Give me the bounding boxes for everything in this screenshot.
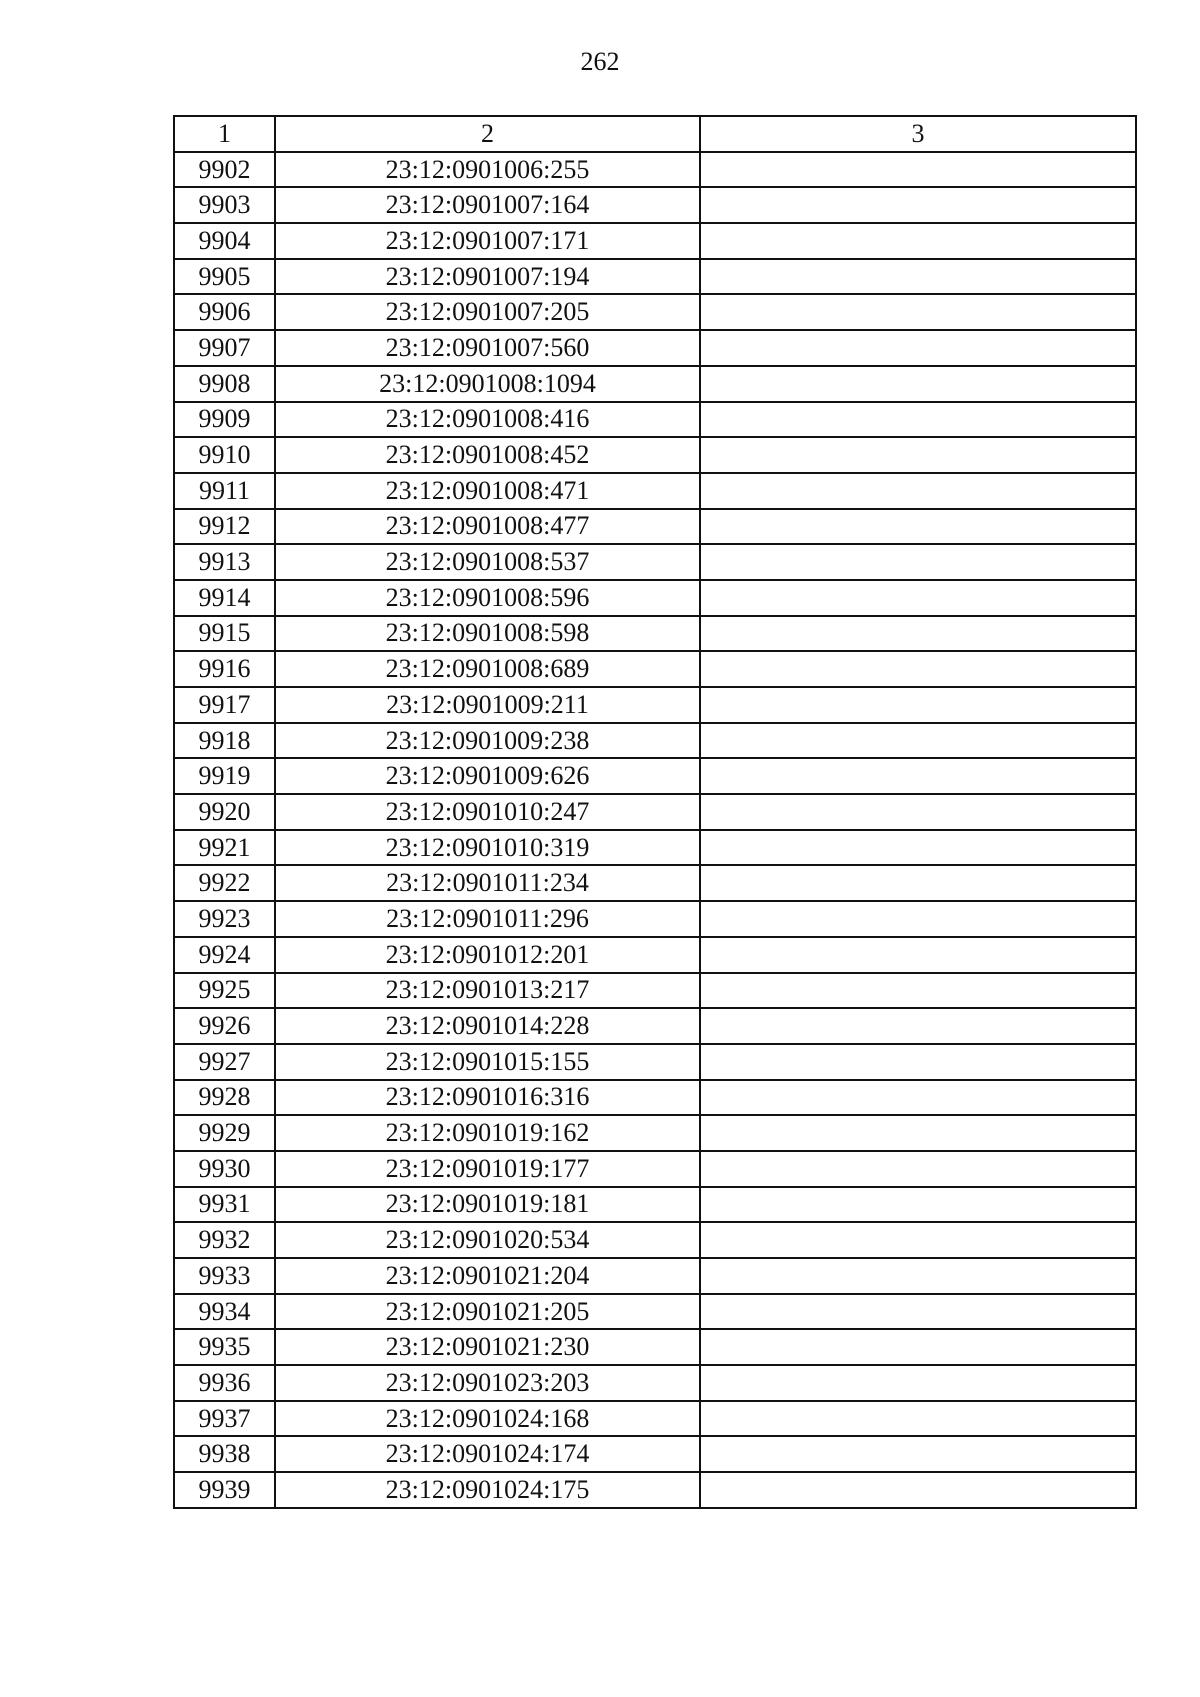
row-number-cell: 9918 bbox=[174, 723, 275, 759]
row-number-cell: 9906 bbox=[174, 294, 275, 330]
cadastral-number-cell: 23:12:0901009:238 bbox=[275, 723, 700, 759]
table-row bbox=[174, 758, 1136, 794]
notes-cell bbox=[700, 687, 1136, 723]
notes-cell bbox=[700, 473, 1136, 509]
row-number-cell: 9902 bbox=[174, 152, 275, 188]
row-number-cell: 9905 bbox=[174, 259, 275, 295]
table-row bbox=[174, 366, 1136, 402]
table-row bbox=[174, 152, 1136, 188]
table-row bbox=[174, 223, 1136, 259]
notes-cell bbox=[700, 580, 1136, 616]
row-number-cell: 9919 bbox=[174, 758, 275, 794]
table-row bbox=[174, 723, 1136, 759]
cadastral-number-cell: 23:12:0901007:205 bbox=[275, 294, 700, 330]
row-number-cell: 9914 bbox=[174, 580, 275, 616]
notes-cell bbox=[700, 366, 1136, 402]
row-number-cell: 9925 bbox=[174, 973, 275, 1009]
table-row bbox=[174, 937, 1136, 973]
row-number-cell: 9921 bbox=[174, 830, 275, 866]
notes-cell bbox=[700, 1222, 1136, 1258]
notes-cell bbox=[700, 1294, 1136, 1330]
table-row bbox=[174, 1258, 1136, 1294]
table-row bbox=[174, 973, 1136, 1009]
row-number-cell: 9937 bbox=[174, 1401, 275, 1437]
cadastral-number-cell: 23:12:0901008:1094 bbox=[275, 366, 700, 402]
row-number-cell: 9923 bbox=[174, 901, 275, 937]
notes-cell bbox=[700, 1436, 1136, 1472]
cadastral-number-cell: 23:12:0901024:174 bbox=[275, 1436, 700, 1472]
notes-cell bbox=[700, 187, 1136, 223]
table-row bbox=[174, 1365, 1136, 1401]
registry-table bbox=[173, 115, 1137, 1509]
row-number-cell: 9910 bbox=[174, 437, 275, 473]
table-row bbox=[174, 687, 1136, 723]
row-number-cell: 9908 bbox=[174, 366, 275, 402]
notes-cell bbox=[700, 794, 1136, 830]
table-row bbox=[174, 1329, 1136, 1365]
notes-cell bbox=[700, 865, 1136, 901]
notes-cell bbox=[700, 1472, 1136, 1508]
cadastral-number-cell: 23:12:0901010:319 bbox=[275, 830, 700, 866]
table-row bbox=[174, 544, 1136, 580]
table-row bbox=[174, 616, 1136, 652]
notes-cell bbox=[700, 616, 1136, 652]
cadastral-number-cell: 23:12:0901016:316 bbox=[275, 1080, 700, 1116]
row-number-cell: 9911 bbox=[174, 473, 275, 509]
header-col-3: 3 bbox=[700, 116, 1136, 152]
notes-cell bbox=[700, 223, 1136, 259]
cadastral-number-cell: 23:12:0901024:168 bbox=[275, 1401, 700, 1437]
cadastral-number-cell: 23:12:0901019:177 bbox=[275, 1151, 700, 1187]
table-row bbox=[174, 1436, 1136, 1472]
notes-cell bbox=[700, 402, 1136, 438]
table-row bbox=[174, 294, 1136, 330]
row-number-cell: 9904 bbox=[174, 223, 275, 259]
row-number-cell: 9935 bbox=[174, 1329, 275, 1365]
row-number-cell: 9917 bbox=[174, 687, 275, 723]
cadastral-number-cell: 23:12:0901010:247 bbox=[275, 794, 700, 830]
row-number-cell: 9936 bbox=[174, 1365, 275, 1401]
table-body bbox=[174, 152, 1136, 1508]
notes-cell bbox=[700, 758, 1136, 794]
table-header bbox=[174, 116, 1136, 152]
cadastral-number-cell: 23:12:0901012:201 bbox=[275, 937, 700, 973]
row-number-cell: 9907 bbox=[174, 330, 275, 366]
row-number-cell: 9916 bbox=[174, 651, 275, 687]
row-number-cell: 9934 bbox=[174, 1294, 275, 1330]
table-row bbox=[174, 865, 1136, 901]
row-number-cell: 9929 bbox=[174, 1115, 275, 1151]
notes-cell bbox=[700, 1151, 1136, 1187]
row-number-cell: 9913 bbox=[174, 544, 275, 580]
cadastral-number-cell: 23:12:0901008:598 bbox=[275, 616, 700, 652]
table-row bbox=[174, 1187, 1136, 1223]
cadastral-number-cell: 23:12:0901008:416 bbox=[275, 402, 700, 438]
table-row bbox=[174, 509, 1136, 545]
header-row bbox=[174, 116, 1136, 152]
notes-cell bbox=[700, 973, 1136, 1009]
cadastral-number-cell: 23:12:0901020:534 bbox=[275, 1222, 700, 1258]
table-row bbox=[174, 330, 1136, 366]
cadastral-number-cell: 23:12:0901011:234 bbox=[275, 865, 700, 901]
cadastral-number-cell: 23:12:0901007:164 bbox=[275, 187, 700, 223]
row-number-cell: 9903 bbox=[174, 187, 275, 223]
table-row bbox=[174, 437, 1136, 473]
cadastral-number-cell: 23:12:0901008:471 bbox=[275, 473, 700, 509]
notes-cell bbox=[700, 1401, 1136, 1437]
table-row bbox=[174, 830, 1136, 866]
row-number-cell: 9932 bbox=[174, 1222, 275, 1258]
row-number-cell: 9928 bbox=[174, 1080, 275, 1116]
page-number: 262 bbox=[580, 47, 620, 76]
notes-cell bbox=[700, 723, 1136, 759]
row-number-cell: 9915 bbox=[174, 616, 275, 652]
table-row bbox=[174, 402, 1136, 438]
notes-cell bbox=[700, 937, 1136, 973]
notes-cell bbox=[700, 1258, 1136, 1294]
row-number-cell: 9922 bbox=[174, 865, 275, 901]
cadastral-number-cell: 23:12:0901021:230 bbox=[275, 1329, 700, 1365]
row-number-cell: 9920 bbox=[174, 794, 275, 830]
row-number-cell: 9927 bbox=[174, 1044, 275, 1080]
notes-cell bbox=[700, 437, 1136, 473]
notes-cell bbox=[700, 1115, 1136, 1151]
notes-cell bbox=[700, 330, 1136, 366]
cadastral-number-cell: 23:12:0901023:203 bbox=[275, 1365, 700, 1401]
table-row bbox=[174, 1401, 1136, 1437]
notes-cell bbox=[700, 830, 1136, 866]
notes-cell bbox=[700, 651, 1136, 687]
table-row bbox=[174, 1115, 1136, 1151]
table-row bbox=[174, 1080, 1136, 1116]
row-number-cell: 9931 bbox=[174, 1187, 275, 1223]
notes-cell bbox=[700, 1008, 1136, 1044]
notes-cell bbox=[700, 1329, 1136, 1365]
cadastral-number-cell: 23:12:0901021:204 bbox=[275, 1258, 700, 1294]
table-row bbox=[174, 1472, 1136, 1508]
row-number-cell: 9938 bbox=[174, 1436, 275, 1472]
header-col-1: 1 bbox=[174, 116, 275, 152]
table-row bbox=[174, 1294, 1136, 1330]
notes-cell bbox=[700, 1187, 1136, 1223]
cadastral-number-cell: 23:12:0901008:689 bbox=[275, 651, 700, 687]
header-col-2: 2 bbox=[275, 116, 700, 152]
row-number-cell: 9924 bbox=[174, 937, 275, 973]
cadastral-number-cell: 23:12:0901021:205 bbox=[275, 1294, 700, 1330]
table-row bbox=[174, 651, 1136, 687]
cadastral-number-cell: 23:12:0901024:175 bbox=[275, 1472, 700, 1508]
notes-cell bbox=[700, 152, 1136, 188]
row-number-cell: 9930 bbox=[174, 1151, 275, 1187]
notes-cell bbox=[700, 901, 1136, 937]
table-row bbox=[174, 187, 1136, 223]
row-number-cell: 9933 bbox=[174, 1258, 275, 1294]
notes-cell bbox=[700, 1044, 1136, 1080]
cadastral-number-cell: 23:12:0901009:211 bbox=[275, 687, 700, 723]
table-row bbox=[174, 259, 1136, 295]
cadastral-number-cell: 23:12:0901011:296 bbox=[275, 901, 700, 937]
cadastral-number-cell: 23:12:0901008:596 bbox=[275, 580, 700, 616]
notes-cell bbox=[700, 1365, 1136, 1401]
table-row bbox=[174, 901, 1136, 937]
cadastral-number-cell: 23:12:0901015:155 bbox=[275, 1044, 700, 1080]
table-row bbox=[174, 1044, 1136, 1080]
cadastral-number-cell: 23:12:0901007:194 bbox=[275, 259, 700, 295]
notes-cell bbox=[700, 509, 1136, 545]
table-row bbox=[174, 1151, 1136, 1187]
table-row bbox=[174, 473, 1136, 509]
cadastral-number-cell: 23:12:0901013:217 bbox=[275, 973, 700, 1009]
row-number-cell: 9909 bbox=[174, 402, 275, 438]
notes-cell bbox=[700, 1080, 1136, 1116]
table-row bbox=[174, 794, 1136, 830]
cadastral-number-cell: 23:12:0901006:255 bbox=[275, 152, 700, 188]
row-number-cell: 9939 bbox=[174, 1472, 275, 1508]
cadastral-number-cell: 23:12:0901019:181 bbox=[275, 1187, 700, 1223]
cadastral-number-cell: 23:12:0901007:171 bbox=[275, 223, 700, 259]
row-number-cell: 9926 bbox=[174, 1008, 275, 1044]
row-number-cell: 9912 bbox=[174, 509, 275, 545]
cadastral-number-cell: 23:12:0901019:162 bbox=[275, 1115, 700, 1151]
cadastral-number-cell: 23:12:0901014:228 bbox=[275, 1008, 700, 1044]
cadastral-number-cell: 23:12:0901007:560 bbox=[275, 330, 700, 366]
notes-cell bbox=[700, 259, 1136, 295]
table-row bbox=[174, 580, 1136, 616]
cadastral-number-cell: 23:12:0901008:477 bbox=[275, 509, 700, 545]
notes-cell bbox=[700, 294, 1136, 330]
table-row bbox=[174, 1222, 1136, 1258]
cadastral-number-cell: 23:12:0901009:626 bbox=[275, 758, 700, 794]
cadastral-number-cell: 23:12:0901008:537 bbox=[275, 544, 700, 580]
notes-cell bbox=[700, 544, 1136, 580]
table-row bbox=[174, 1008, 1136, 1044]
cadastral-number-cell: 23:12:0901008:452 bbox=[275, 437, 700, 473]
